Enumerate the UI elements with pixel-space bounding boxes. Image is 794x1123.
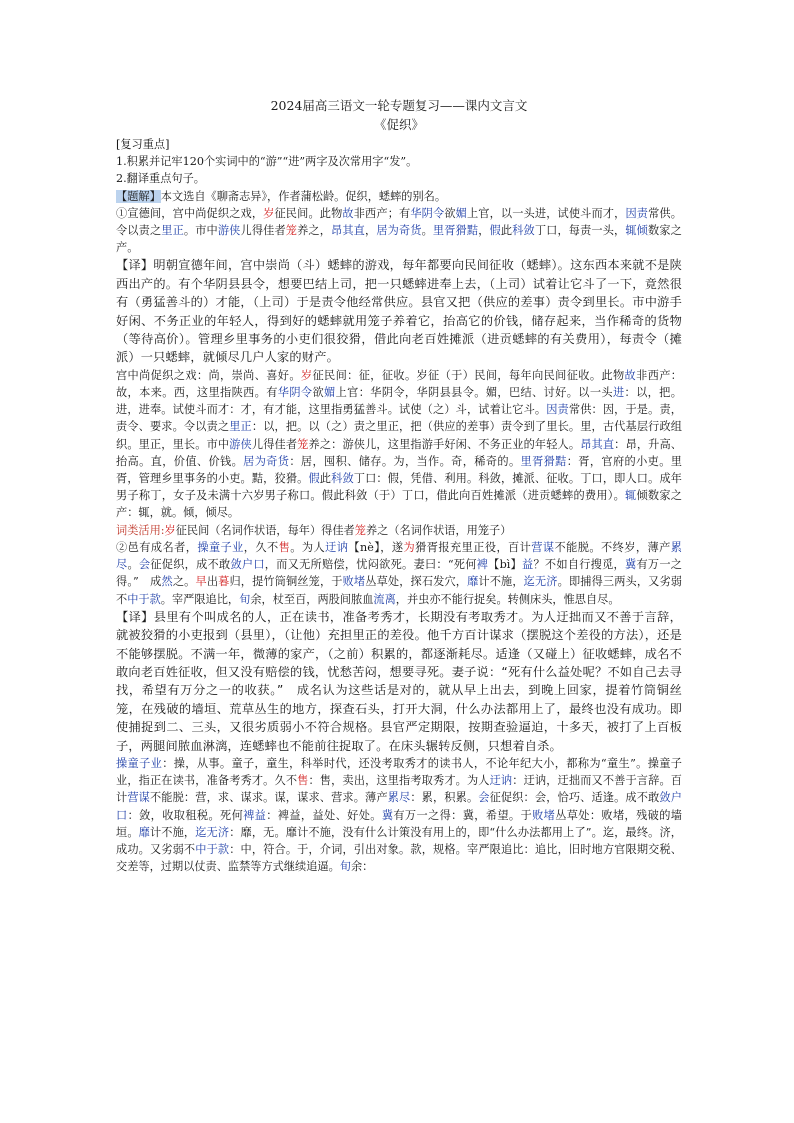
text-run: ：昂，升高、抬高。直，价值、价钱。 (116, 437, 682, 468)
passage-2 (116, 539, 682, 608)
text-run: 征促织，成不敢 (150, 558, 231, 572)
text-run: 有万一之得。” 成 (116, 558, 682, 589)
keyword-run: 责 (636, 206, 649, 220)
keyword-run: 会 (478, 791, 490, 805)
keyword-run: 裨 (476, 558, 489, 572)
keyword-run: 科敛 (331, 472, 354, 486)
text-run: 。宰严限追比， (160, 592, 240, 606)
text-run: 计不施， (478, 575, 524, 589)
keyword-run: 笼 (354, 523, 366, 537)
keyword-run: 假 (489, 224, 501, 238)
text-run: 猾胥报充里正役，百计 (415, 540, 532, 554)
text-run: 不能脱。不终岁，薄产 (554, 540, 671, 554)
text-run: 之。 (172, 575, 196, 589)
text-run: ：以，把。进，进奉。试使斗而才：才，有才能，这里指勇猛善斗。试使（之）斗，试着让它斗。 (116, 386, 682, 417)
text-run: ：胥，官府的小吏。里胥，管理乡里事务的小吏。黠，狡猾。 (116, 454, 682, 486)
keyword-run: 笼 (297, 437, 309, 451)
text-run: 上官，以一头进，试使斗而才， (466, 206, 626, 220)
text-run: ，而又无所赔偿，忧闷欲死。妻曰：“死何 (264, 558, 477, 572)
keyword-run: 旬 (239, 592, 251, 606)
text-run: 常供。令以责之 (116, 206, 682, 238)
text-run: ：累，积累。 (410, 791, 479, 805)
text-run: ：裨益，益处、好处。 (266, 808, 382, 822)
review-item-1: 1.积累并记牢120个实词中的“游”“进”两字及次常用字“发”。 (116, 155, 418, 169)
keyword-run: 售 (297, 774, 309, 788)
text-run: 丁口：假，凭借、利用。科敛，摊派、征收。丁口，即人口。成年男子称丁，女子及未满十六岁男子称口。假此科敛（于）丁口，借此向百姓摊派（进贡蟋蟀的费用）。 (116, 472, 682, 503)
page-title: 2024届高三语文一轮专题复习——课内文言文 (270, 98, 528, 113)
keyword-run: 会 (138, 558, 151, 572)
keyword-run: 迄无济 (523, 575, 558, 589)
keyword-run: 裨益 (243, 808, 267, 822)
passage-1 (116, 205, 682, 257)
text-run: 归，提竹筒铜丝笼，于 (229, 575, 343, 589)
intro-tag: 【题解】 (116, 189, 161, 203)
keyword-run: 游侠 (217, 224, 241, 238)
text-run: 有万一之得：冀，希望。于 (393, 808, 533, 822)
keyword-run: 里正 (229, 420, 252, 434)
text-run: ：中，符合。于，介词，引出对象。款，规格。宰严限追比：追比，旧时地方官限期交税、交差等，过期以仗责、监禁等方式继续追逼。 (116, 842, 682, 874)
keyword-run: 敛户口 (116, 791, 682, 822)
text-run: 不能脱：营，求、谋求。谋，谋求、营求。薄产 (149, 791, 388, 805)
text-run: 儿得佳者 (240, 224, 286, 238)
keyword-run: 靡 (467, 575, 479, 589)
keyword-run: 华阴令 (410, 206, 445, 220)
keyword-run: 因 (625, 206, 637, 220)
keyword-run: 益 (522, 558, 534, 572)
text-run: 征民间（名词作状语，每年）得佳者 (175, 523, 355, 537)
keyword-run: 迂讷 (489, 774, 513, 788)
keyword-run: 华阴令 (277, 386, 313, 400)
keyword-run: 暮 (218, 575, 230, 589)
text-run: ？不如自行搜觅， (533, 558, 625, 572)
keyword-run: 媚 (455, 206, 467, 220)
keyword-run: 岁 (164, 523, 176, 537)
text-run: 余： (350, 860, 374, 874)
keyword-run: 操童子业 (116, 756, 163, 770)
text-run: 儿得佳者 (251, 437, 298, 451)
text-run: 。即捕得三两头，又劣弱不 (116, 575, 682, 606)
keyword-run: 昂其直 (331, 224, 365, 238)
text-run: ①宣德间，宫中尚促织之戏， (116, 206, 264, 220)
keyword-run: 败堵 (532, 808, 556, 822)
keyword-run: 中于款 (127, 592, 161, 606)
keyword-run: 旬 (339, 860, 351, 874)
text-run: 宫中尚促织之戏：尚，崇尚、喜好。 (116, 368, 301, 382)
keyword-run: 岁 (300, 368, 313, 382)
keyword-run: 昂其直 (580, 437, 615, 451)
keyword-run: 游侠 (229, 437, 252, 451)
keyword-run: 败堵 (342, 575, 366, 589)
translation-2: 【译】县里有个叫成名的人，正在读书，准备考秀才，长期没有考取秀才。为人迂拙而又不善于言辞，就被狡猾的小吏报到（县里），（让他）充担里正的差役。他千方百计谋求（摆脱这个差役的方法），还是不能够摆脱。不满一年，微薄的家产，（之前）积累的，都逐渐耗尽。适逢（又碰上）征收蟋蟀，成名不敢向老百姓征收，但又没有赔偿的钱，忧愁苦闷，想要寻死。妻子说：“死有什么益处呢？不如自己去寻找，希望有万分之一的收获。” 成名认为这些话是对的，就从早上出去，到晚上回家，提着竹筒铜丝笼，在残破的墙垣、荒草丛生的地方，探查石头，打开大洞，什么办法都用上了，最终也没有成功。即使捕捉到二、三头，又很劣质弱小不符合规格。县官严定期限，按期查验逼迫，十多天，被打了上百板子，两腿间脓血淋漓，连蟋蟀也不能前往捉取了。在床头辗转反侧，只想着自杀。 (116, 609, 682, 753)
keyword-run: 辄 (625, 224, 637, 238)
text-run: ：迂讷，迂拙而又不善于言辞。百计 (116, 774, 682, 805)
document-page (116, 96, 682, 875)
keyword-run: 因 (546, 403, 558, 417)
word-usage (116, 522, 682, 539)
text-run: 丛草处，探石发穴， (365, 575, 468, 589)
translation-1: 【译】明朝宣德年间，宫中崇尚（斗）蟋蟀的游戏，每年都要向民间征收（蟋蟀）。这东西本来就不是陕西出产的。有个华阴县县令，想要巴结上司，把一只蟋蟀进奉上去，（上司）试着让它斗了一下，竟然很有（勇猛善斗的）才能，（上司）于是责令他经常供应。县官又把（供应的差事）责令到里长。市中游手好闲、不务正业的年轻人，得到好的蟋蟀就用笼子养着它，抬高它的价钱，储存起来，当作稀奇的货物（等待高价）。管理乡里事务的小吏们很狡猾，借此向老百姓摊派（进贡蟋蟀的有关费用），每责令（摊派）一只蟋蟀，就倾尽几户人家的财产。 (116, 258, 682, 365)
text-run: ，久不 (243, 540, 279, 554)
keyword-run: 里胥猾黠 (520, 454, 567, 468)
notes-1 (116, 367, 682, 522)
keyword-run: 中于款 (195, 842, 230, 856)
keyword-run: 操童子业 (197, 540, 244, 554)
text-run: 上官：华阴令，华阴县县令。媚，巴结、讨好。以一头 (335, 386, 613, 400)
page-subtitle: 《促织》 (373, 117, 424, 132)
text-run: 【bì】 (488, 558, 522, 572)
keyword-run: 迄无济 (195, 825, 230, 839)
word-usage-text (165, 524, 512, 537)
keyword-run: 科敛 (512, 224, 535, 238)
keyword-run: 敛户口 (230, 558, 265, 572)
keyword-run: 为 (403, 540, 416, 554)
keyword-run: 责 (557, 403, 569, 417)
keyword-run: 里胥猾黠 (432, 224, 479, 238)
keyword-run: 居为奇货 (243, 454, 290, 468)
keyword-run: 售 (278, 540, 291, 554)
keyword-run: 故 (342, 206, 354, 220)
text-run: 欲 (444, 206, 456, 220)
keyword-run: 然 (161, 575, 173, 589)
text-run: 非西产：故，本来。西，这里指陕西。有 (116, 368, 682, 400)
keyword-run: 冀 (624, 558, 637, 572)
text-run: 。为人 (290, 540, 326, 554)
keyword-run: 早 (195, 575, 207, 589)
text-run: 此 (500, 224, 513, 238)
keyword-run: 故 (624, 368, 637, 382)
keyword-run: 营谋 (127, 791, 150, 805)
text-run: 。 (421, 224, 433, 238)
keyword-run: 里正 (161, 224, 184, 238)
keyword-run: 冀 (381, 808, 394, 822)
text-run: 倾数家之产：辄，就。倾，倾尽。 (116, 489, 682, 520)
keyword-run: 流离 (373, 592, 396, 606)
keyword-run: 累尽 (116, 540, 682, 572)
text-run: 养之， (297, 224, 332, 238)
intro-text: 本文选自《聊斋志异》，作者蒲松龄。促织，蟋蟀的别名。 (160, 189, 447, 203)
text-run: 养之（名词作状语，用笼子） (365, 523, 512, 537)
text-run: 。市中 (183, 224, 218, 238)
keyword-run: 累尽 (387, 791, 411, 805)
text-run: 出 (206, 575, 219, 589)
text-run: 。 (127, 558, 139, 572)
word-usage-label: 词类活用: (116, 523, 165, 537)
text-run: ：靡，无。靡计不施，没有什么计策没有用上的，即“什么办法都用上了”。迄，最终。济，成功。又劣弱不 (116, 825, 682, 856)
text-run: 非西产；有 (353, 206, 411, 220)
keyword-run: 辄 (625, 489, 637, 503)
text-run: ②邑有成名者， (116, 540, 198, 554)
notes-2 (116, 755, 682, 875)
text-run: 此 (319, 472, 332, 486)
text-run: ，并虫亦不能行捉矣。转侧床头，惟思自尽。 (395, 592, 620, 606)
keyword-run: 媚 (324, 386, 336, 400)
keyword-run: 笼 (285, 224, 298, 238)
text-run: 养之：游侠儿，这里指游手好闲、不务正业的年轻人。 (308, 437, 581, 451)
intro-paragraph (116, 188, 682, 205)
review-item-2: 2.翻译重点句子。 (116, 172, 205, 186)
text-run: ， (365, 224, 377, 238)
text-run: ：以，把。以（之）责之里正，把（供应的差事）责令到了里长。里，古代基层行政组织。里正，里长。市中 (116, 420, 682, 451)
text-run: ：售，卖出，这里指考取秀才。为人 (308, 774, 490, 788)
keyword-run: 营谋 (531, 540, 555, 554)
keyword-run: 进 (612, 386, 625, 400)
text-run: 征民间：征，征收。岁征（于）民间，每年向民间征收。此物 (312, 368, 625, 382)
review-heading: [复习重点] (116, 138, 170, 151)
text-run: 数家之产。 (116, 224, 682, 255)
text-run: ：居，囤积、储存。为，当作。奇，稀奇的。 (289, 454, 521, 468)
text-run: ：操，从事。童子，童生，科举时代，还没考取秀才的读书人，不论年纪大小，都称为“童生”。操童子业，指正在读书，准备考秀才。久不 (116, 756, 682, 788)
keyword-run: 居为奇货 (376, 224, 422, 238)
text-run: 【nè】，遂 (348, 540, 404, 554)
keyword-run: 靡 (138, 825, 150, 839)
keyword-run: 倾 (636, 224, 648, 238)
text-run: 丛草处：败堵，残破的墙垣。 (116, 808, 682, 839)
text-run: 欲 (312, 386, 325, 400)
text-run: 丁口，每责一头， (534, 224, 626, 238)
text-run: ， (478, 224, 490, 238)
text-run: 计不施， (149, 825, 196, 839)
keyword-run: 迂讷 (325, 540, 349, 554)
text-run: ：敛，收取租税。死何 (127, 808, 244, 822)
text-run: 征促织：会，恰巧、适逢。成不敢 (489, 791, 660, 805)
keyword-run: 岁 (263, 206, 275, 220)
text-run: 征民间。此物 (274, 206, 343, 220)
keyword-run: 假 (308, 472, 320, 486)
text-run: 余，杖至百，两股间脓血 (250, 592, 374, 606)
text-run: 常供：因，于是。责，责令、要求。令以责之 (116, 403, 682, 434)
